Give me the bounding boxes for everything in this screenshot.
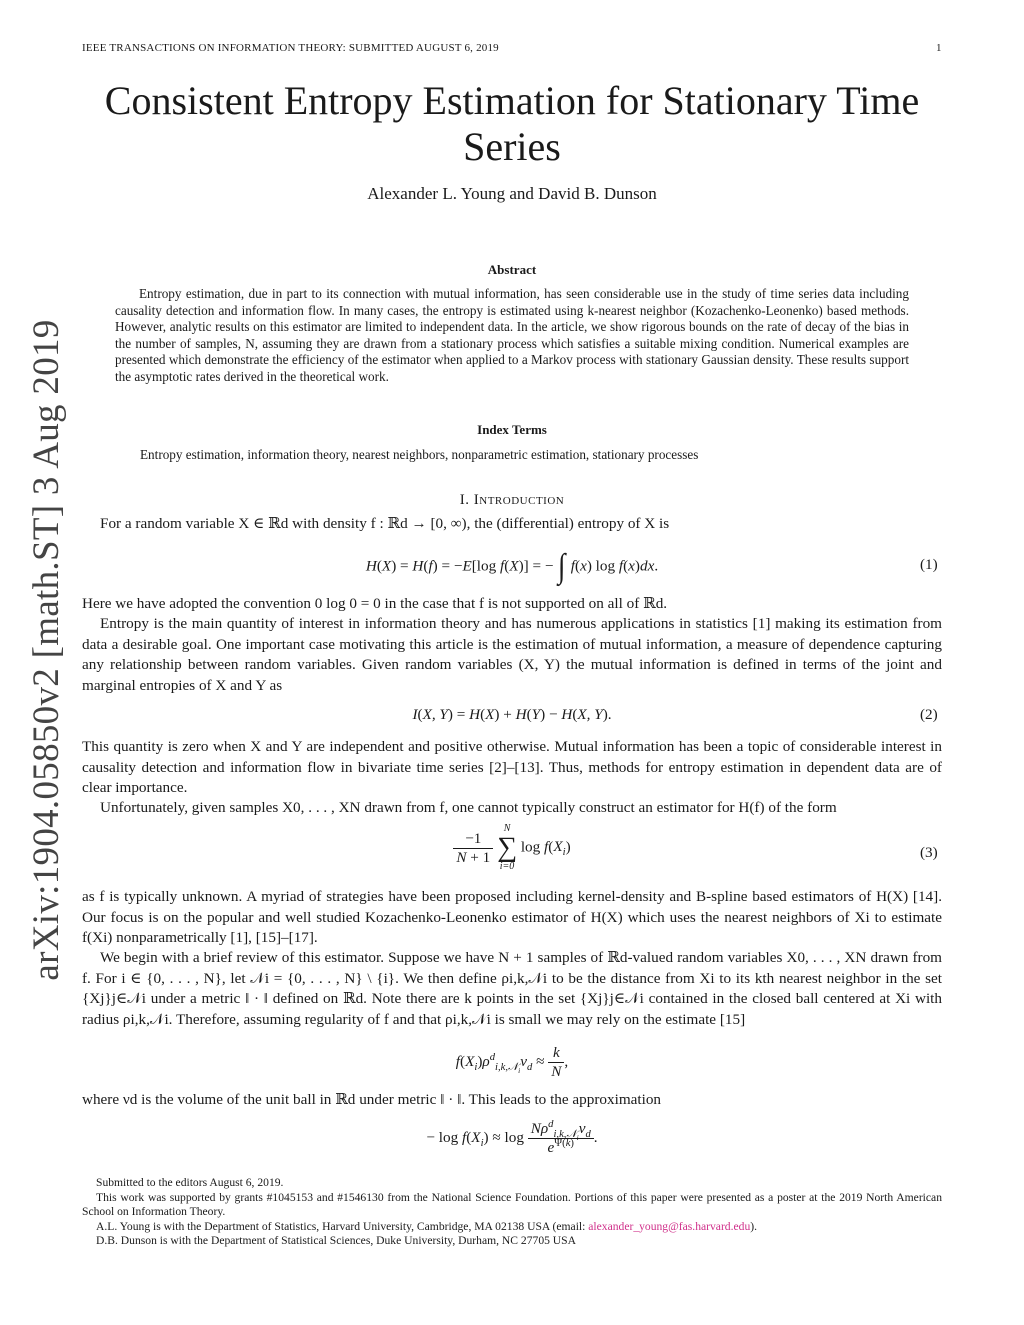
- body-paragraph: as f is typically unknown. A myriad of strategies have been proposed including kernel-density and B-spline based estimators of H(X) [14]. Our focus is on the popular and well studied Kozachenko-Leonenko estimator of H(X) which uses the nearest neighbors of Xi to estimate f(Xi) nonparametrically [1], [15]–[17].: [82, 888, 942, 946]
- section-heading: I. Introduction: [459, 492, 565, 508]
- page-number: 1: [936, 42, 942, 54]
- footnotes: [82, 1176, 942, 1249]
- equation-number: (3): [920, 844, 938, 861]
- equation-estimate: $f(X_i)\rho^d_{i,k,𝒩_i}\nu_d$ ≈ $\frac{k}{N}$ ,: [455, 1044, 569, 1080]
- body-paragraph: This quantity is zero when X and Y are independent and positive otherwise. Mutual information has been a topic of considerable interest in causality detection and information flow in bivariate time series [2]–[13]. Thus, methods for entropy estimation in dependent data are of clear importance.: [82, 738, 942, 796]
- body-paragraph: For a random variable X ∈ ℝd with density f : ℝd → [0, ∞), the (differential) entropy of X is: [100, 515, 670, 532]
- footnote: D.B. Dunson is with the Department of Statistical Sciences, Duke University, Durham, NC 27705 USA: [96, 1234, 577, 1248]
- footnote: This work was supported by grants #1045153 and #1546130 from the National Science Foundation. Portions of this paper were presented as a poster at the 2019 North American School on Information Theory.: [82, 1190, 942, 1219]
- journal-header: IEEE TRANSACTIONS ON INFORMATION THEORY: SUBMITTED AUGUST 6, 2019: [82, 42, 499, 54]
- equation-number: (2): [920, 706, 938, 723]
- equation-1: H(X) = H(f) = −E[log f(X)] = − ∫ f(x) log f(x)dx.: [365, 548, 659, 585]
- body-paragraph: Unfortunately, given samples X0, . . . , XN drawn from f, one cannot typically construct an estimator for H(f) of the form: [100, 799, 837, 816]
- footnote-text: A.L. Young is with the Department of Statistics, Harvard University, Cambridge, MA 02138 USA (email:: [96, 1219, 589, 1233]
- paper-title: Consistent Entropy Estimation for Stationary Time Series: [104, 78, 920, 169]
- body-paragraph: We begin with a brief review of this estimator. Suppose we have N + 1 samples of ℝd-valued random variables X0, . . . , XN drawn from f. For i ∈ {0, . . . , N}, let 𝒩i = {0, . . . , N} \ {i}. We then define ρi,k,𝒩i to be the distance from Xi to its kth nearest neighbor in the set {Xj}j∈𝒩i under a metric ‖ · ‖ defined on ℝd. Note there are k points in the set {Xj}j∈𝒩i contained in the closed ball centered at Xi with radius ρi,k,𝒩i. Therefore, assuming regularity of f and that ρi,k,𝒩i is small we may rely on the estimate [15]: [82, 949, 942, 1028]
- body-paragraph: Entropy is the main quantity of interest in information theory and has numerous applications in statistics [1] making its estimation from data a desirable goal. One important case motivating this article is the estimation of mutual information, a measure of dependence capturing any relationship between random variables. Given random variables (X, Y) the mutual information is defined in terms of the joint and marginal entropies of X and Y as: [82, 615, 942, 694]
- arxiv-identifier: arXiv:1904.05850v2 [math.ST] 3 Aug 2019: [26, 319, 67, 981]
- body-paragraph: Here we have adopted the convention 0 log 0 = 0 in the case that f is not supported on all of ℝd.: [82, 595, 668, 612]
- equation-2: I(X, Y) = H(X) + H(Y) − H(X, Y).: [412, 706, 612, 723]
- equation-approximation: − $\log f(X_i) \approx \log$ $\frac{N\rho^d_{i,k,𝒩_i}\nu_d}{e^{\Psi(k)}}$ .: [426, 1118, 598, 1157]
- paper-authors: Alexander L. Young and David B. Dunson: [367, 184, 657, 203]
- footnote-text: ).: [750, 1219, 758, 1233]
- footnote: Submitted to the editors August 6, 2019.: [96, 1176, 284, 1189]
- abstract-text: Entropy estimation, due in part to its connection with mutual information, has seen considerable use in the study of time series data including causality detection and information flow. In many cases, the entropy is estimated using k-nearest neighbor (Kozachenko-Leonenko) based methods. However, analytic results on this estimator are limited to independent data. In the article, we show rigorous bounds on the rate of decay of the bias in the number of samples, N, assuming they are drawn from a stationary process which satisfies a suitable mixing condition. Numerical examples are presented which demonstrate the efficiency of the estimator when applied to a Markov process with stationary Gaussian density. These results support the asymptotic rates derived in the theoretical work.: [115, 286, 909, 384]
- index-terms-text: Entropy estimation, information theory, nearest neighbors, nonparametric estimation, stationary processes: [140, 447, 699, 462]
- abstract-heading: Abstract: [487, 262, 537, 277]
- author-email-link[interactable]: alexander_young@fas.harvard.edu: [588, 1219, 751, 1233]
- body-paragraph: where νd is the volume of the unit ball in ℝd under metric ‖ · ‖. This leads to the approximation: [82, 1091, 662, 1108]
- equation-number: (1): [920, 556, 938, 573]
- footnote: [82, 1220, 942, 1235]
- equation-3: $\frac{-1}{N + 1}$ N ∑ i=0 $\log f(X_i)$: [82, 824, 942, 872]
- index-terms-heading: Index Terms: [477, 422, 547, 437]
